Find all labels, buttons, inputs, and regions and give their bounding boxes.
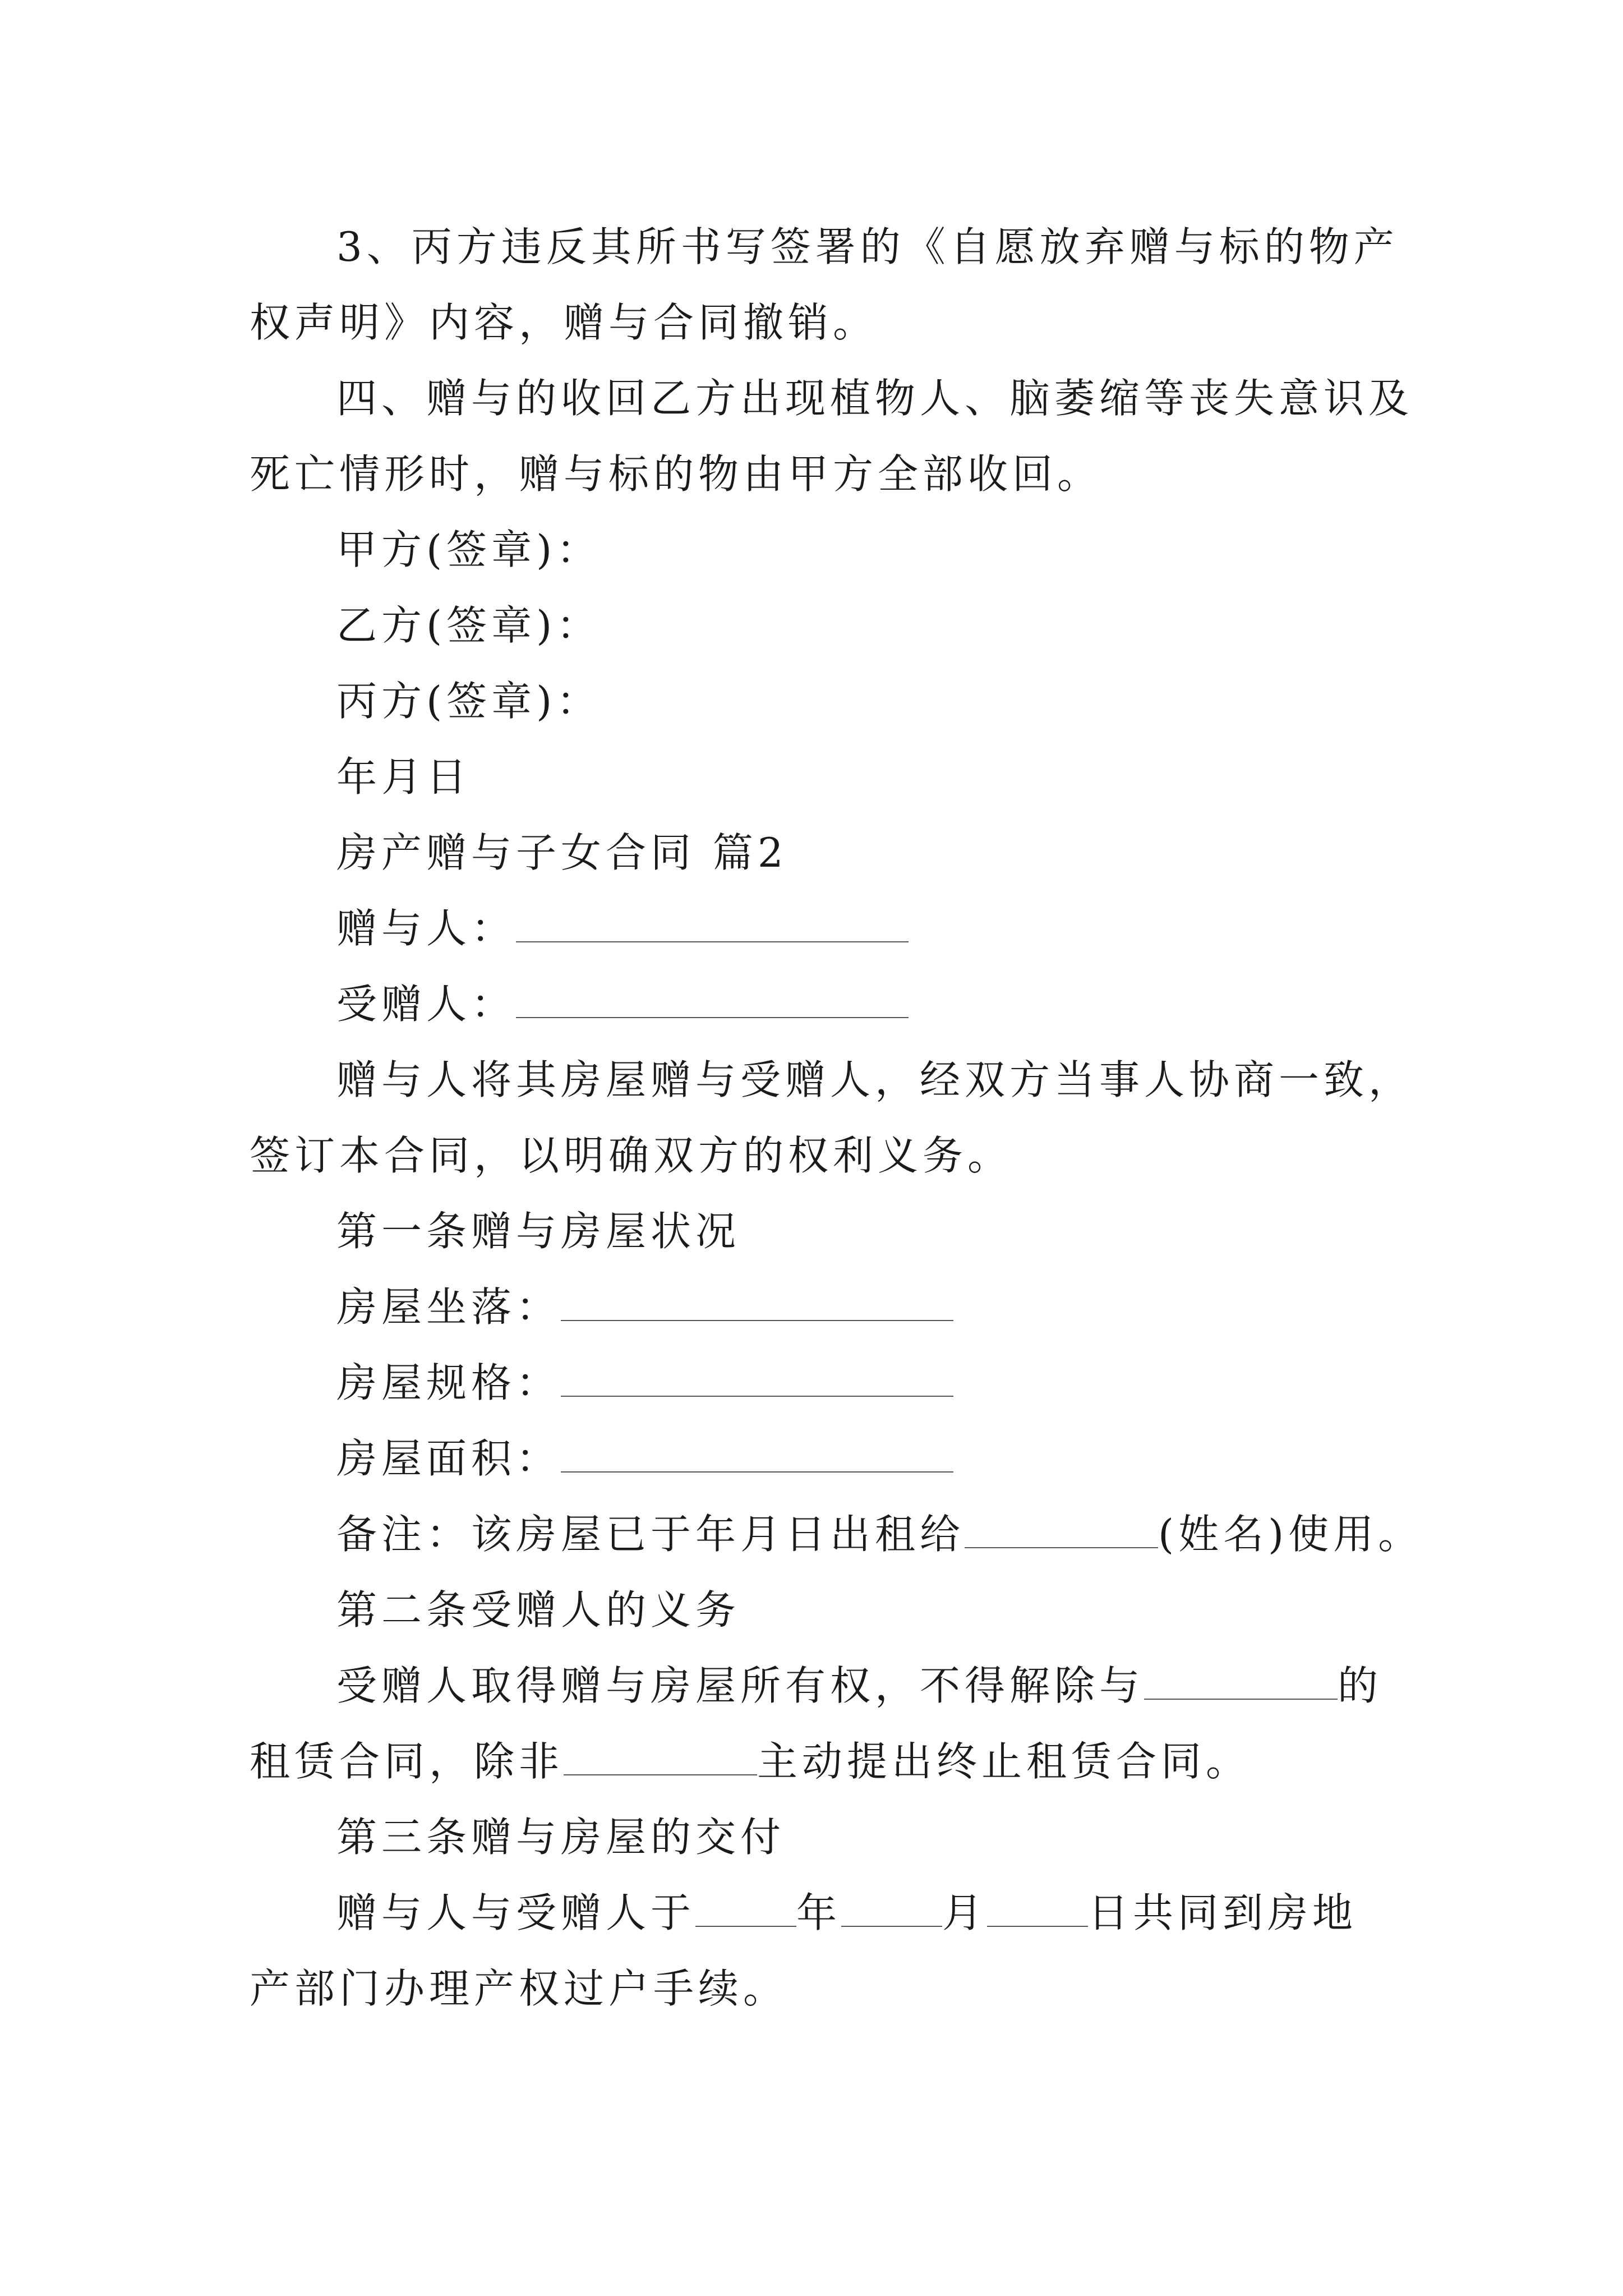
clause-3-line-2 <box>250 295 878 351</box>
remark-text-2: (姓名)使用。 <box>1158 1511 1423 1558</box>
article-2-text-2: 的 <box>1338 1662 1383 1709</box>
clause-3-text-1: 3、丙方违反其所书写签署的《自愿放弃赠与标的物产 <box>336 223 1399 270</box>
party-a-label: 甲方(签章)： <box>336 526 602 573</box>
month-blank <box>841 1891 942 1927</box>
clause-3-text-2: 权声明》内容，赠与合同撤销。 <box>250 299 878 346</box>
date-label: 年月日 <box>336 753 472 800</box>
article-2-text-3: 租赁合同，除非 <box>250 1738 564 1785</box>
house-spec-label: 房屋规格： <box>336 1359 561 1406</box>
contract-title-text: 房产赠与子女合同 篇2 <box>336 829 788 876</box>
party-c-signature <box>336 673 601 729</box>
lease-party-blank <box>1144 1664 1338 1700</box>
article-1-heading <box>336 1203 740 1259</box>
article-2-text-1: 受赠人取得赠与房屋所有权，不得解除与 <box>336 1662 1145 1709</box>
house-location-label: 房屋坐落： <box>336 1283 561 1331</box>
house-location-line <box>336 1279 953 1335</box>
tenant-name-blank <box>965 1512 1158 1548</box>
article-3-line-1 <box>336 1885 1357 1941</box>
preamble-text-1: 赠与人将其房屋赠与受赠人，经双方当事人协商一致， <box>336 1056 1414 1103</box>
year-blank <box>695 1891 796 1927</box>
donor-blank <box>516 907 909 942</box>
preamble-line-2 <box>250 1128 1012 1184</box>
article-2-line-2 <box>250 1733 1251 1789</box>
party-a-signature <box>336 522 601 578</box>
house-area-label: 房屋面积： <box>336 1435 561 1482</box>
article-1-title: 第一条赠与房屋状况 <box>336 1208 741 1255</box>
house-spec-blank <box>561 1361 953 1397</box>
clause-3-line-1 <box>336 219 1399 275</box>
house-location-blank <box>561 1285 953 1321</box>
terminating-party-blank <box>564 1740 757 1775</box>
party-b-signature <box>336 597 601 654</box>
article-3-heading <box>336 1809 785 1865</box>
date-line <box>336 749 471 805</box>
article-2-title: 第二条受赠人的义务 <box>336 1586 741 1634</box>
preamble-line-1 <box>336 1052 1413 1108</box>
section-4-text-1: 四、赠与的收回乙方出现植物人、脑萎缩等丧失意识及 <box>336 375 1414 422</box>
article-2-text-4: 主动提出终止租赁合同。 <box>757 1738 1251 1785</box>
remark-text-1: 备注：该房屋已于年月日出租给 <box>336 1511 965 1558</box>
house-spec-line <box>336 1355 953 1411</box>
party-c-label: 丙方(签章)： <box>336 678 602 725</box>
house-area-blank <box>561 1437 953 1473</box>
donee-line <box>336 976 909 1032</box>
article-3-title: 第三条赠与房屋的交付 <box>336 1814 786 1861</box>
year-label: 年 <box>796 1889 842 1936</box>
article-2-line-1 <box>336 1658 1382 1714</box>
section-4-line-1 <box>336 370 1413 426</box>
article-3-text-2: 日共同到房地 <box>1088 1889 1358 1936</box>
preamble-text-2: 签订本合同，以明确双方的权利义务。 <box>250 1132 1013 1179</box>
month-label: 月 <box>942 1889 988 1936</box>
article-3-text-1: 赠与人与受赠人于 <box>336 1889 696 1936</box>
section-4-line-2 <box>250 446 1102 502</box>
donee-label: 受赠人： <box>336 981 517 1028</box>
section-4-text-2: 死亡情形时，赠与标的物由甲方全部收回。 <box>250 450 1103 498</box>
article-2-heading <box>336 1582 740 1638</box>
day-blank <box>987 1891 1088 1927</box>
party-b-label: 乙方(签章)： <box>336 602 602 649</box>
donee-blank <box>516 982 909 1018</box>
contract-title <box>336 825 788 881</box>
remark-line <box>336 1506 1423 1562</box>
donor-label: 赠与人： <box>336 905 517 952</box>
article-3-line-2 <box>250 1961 788 2017</box>
article-3-text-3: 产部门办理产权过户手续。 <box>250 1965 789 2012</box>
donor-line <box>336 900 909 956</box>
house-area-line <box>336 1430 953 1487</box>
